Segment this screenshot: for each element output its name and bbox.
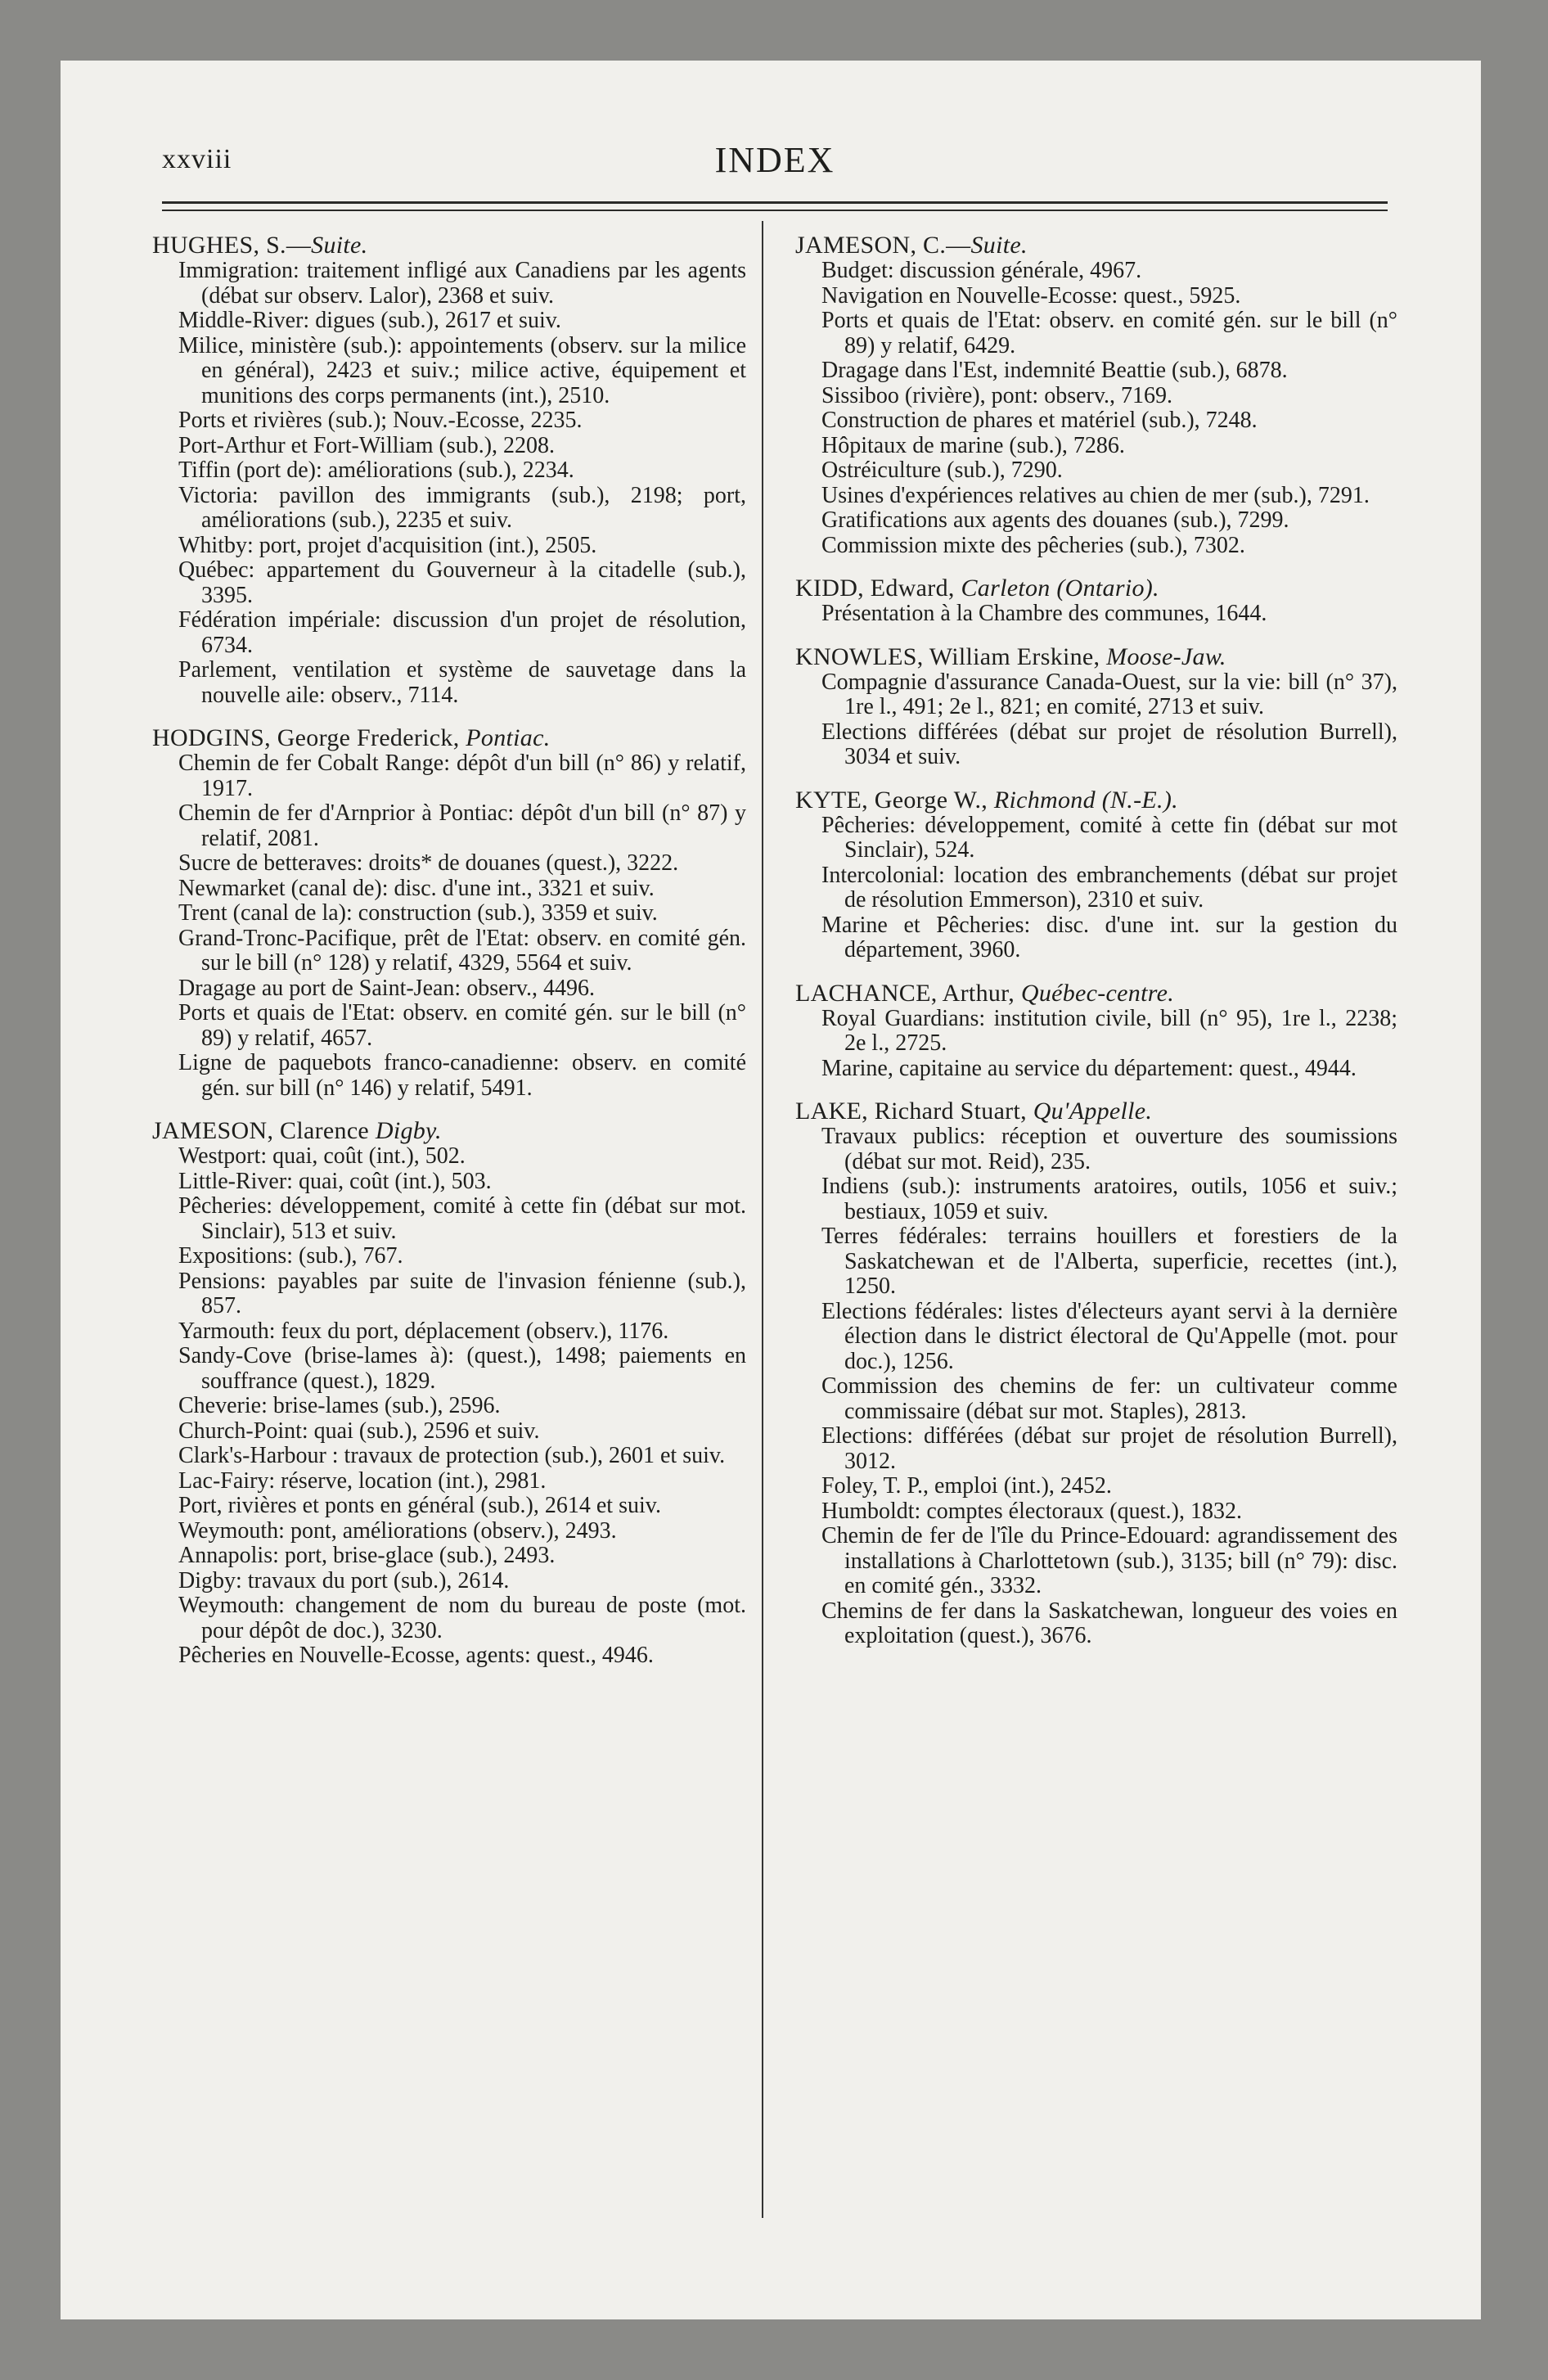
subject-reference: Ports et rivières (sub.); Nouv.-Ecosse, 2235. <box>178 408 583 433</box>
subject-reference: Gratifications aux agents des douanes (sub.), 7299. <box>821 507 1289 533</box>
subject-reference: Budget: discussion générale, 4967. <box>821 258 1142 283</box>
index-entry <box>795 644 1397 770</box>
subject-reference: Ostréiculture (sub.), 7290. <box>821 458 1063 483</box>
riding-or-continuation: Richmond (N.-E.). <box>993 786 1178 814</box>
index-entry <box>795 575 1397 627</box>
entry-heading <box>795 232 1397 259</box>
page-number: xxviii <box>162 144 232 174</box>
index-entry <box>152 232 746 708</box>
member-name: JAMESON, C.— <box>795 232 971 259</box>
subject-reference: Québec: appartement du Gouverneur à la citadelle (sub.), 3395. <box>178 557 746 608</box>
subject-reference: Dragage dans l'Est, indemnité Beattie (sub.), 6878. <box>821 358 1288 383</box>
subject-reference: Sucre de betteraves: droits* de douanes (quest.), 3222. <box>178 850 679 876</box>
entry-heading <box>152 1118 746 1144</box>
subject-reference: Royal Guardians: institution civile, bill (n° 95), 1re l., 2238; 2e l., 2725. <box>821 1005 1397 1056</box>
subject-reference: Annapolis: port, brise-glace (sub.), 2493. <box>178 1543 556 1568</box>
subject-reference: Terres fédérales: terrains houillers et forestiers de la Saskatchewan et de l'Alberta, superficie, recettes (int.), 1250. <box>821 1224 1397 1299</box>
subject-reference: Hôpitaux de marine (sub.), 7286. <box>821 432 1125 458</box>
member-name: LAKE, Richard Stuart, <box>795 1098 1033 1125</box>
index-entry <box>795 980 1397 1082</box>
subject-reference: Elections: différées (débat sur projet de résolution Burrell), 3012. <box>821 1423 1397 1474</box>
index-entry <box>152 1118 746 1669</box>
subject-reference: Humboldt: comptes électoraux (quest.), 1832. <box>821 1498 1242 1524</box>
subject-reference: Lac-Fairy: réserve, location (int.), 2981. <box>178 1467 547 1494</box>
riding-or-continuation: Suite. <box>311 232 368 259</box>
subject-reference: Ligne de paquebots franco-canadienne: observ. en comité gén. sur bill (n° 146) y relatif, 5491. <box>178 1050 746 1101</box>
subject-reference: Port-Arthur et Fort-William (sub.), 2208. <box>178 432 556 458</box>
header-rule <box>162 201 1388 204</box>
subject-reference: Pêcheries: développement, comité à cette fin (débat sur mot. Sinclair), 513 et suiv. <box>178 1193 746 1244</box>
running-head <box>162 139 1388 180</box>
subject-reference: Grand-Tronc-Pacifique, prêt de l'Etat: observ. en comité gén. sur le bill (n° 128) y relatif, 4329, 5564 et suiv. <box>178 925 746 976</box>
subject-reference: Pêcheries: développement, comité à cette fin (débat sur mot Sinclair), 524. <box>821 812 1397 863</box>
subject-reference: Usines d'expériences relatives au chien de mer (sub.), 7291. <box>821 482 1370 508</box>
subject-reference: Commission mixte des pêcheries (sub.), 7302. <box>821 532 1245 558</box>
index-entry <box>152 725 746 1101</box>
entry-heading <box>152 232 746 259</box>
entry-heading <box>795 787 1397 814</box>
entry-heading <box>795 575 1397 602</box>
member-name: HODGINS, George Frederick, <box>152 724 466 751</box>
riding-or-continuation: Moose-Jaw. <box>1106 642 1226 670</box>
subject-reference: Navigation en Nouvelle-Ecosse: quest., 5925. <box>821 282 1241 309</box>
subject-reference: Milice, ministère (sub.): appointements (observ. sur la milice en général), 2423 et suiv.; milice active, équipement et munitions des corps permanents (int.), 2510. <box>178 332 746 408</box>
member-name: JAMESON, Clarence <box>152 1117 376 1144</box>
subject-reference: Sissiboo (rivière), pont: observ., 7169. <box>821 382 1173 408</box>
subject-reference: Pêcheries en Nouvelle-Ecosse, agents: quest., 4946. <box>178 1643 654 1668</box>
subject-reference: Indiens (sub.): instruments aratoires, outils, 1056 et suiv.; bestiaux, 1059 et suiv. <box>821 1174 1397 1224</box>
index-column-right <box>795 232 1397 1666</box>
subject-reference: Ports et quais de l'Etat: observ. en comité gén. sur le bill (n° 89) y relatif, 6429. <box>821 308 1397 358</box>
subject-reference: Ports et quais de l'Etat: observ. en comité gén. sur le bill (n° 89) y relatif, 4657. <box>178 1000 746 1051</box>
index-column-left <box>152 232 746 1686</box>
page-sheet <box>61 61 1481 2319</box>
subject-reference: Intercolonial: location des embranchements (débat sur projet de résolution Emmerson), 2310 et suiv. <box>821 862 1397 913</box>
riding-or-continuation: Qu'Appelle. <box>1033 1098 1153 1125</box>
riding-or-continuation: Suite. <box>970 232 1028 259</box>
riding-or-continuation: Québec-centre. <box>1020 979 1175 1007</box>
subject-reference: Expositions: (sub.), 767. <box>178 1243 403 1269</box>
index-entry <box>795 232 1397 558</box>
member-name: KIDD, Edward, <box>795 575 961 602</box>
subject-reference: Yarmouth: feux du port, déplacement (observ.), 1176. <box>178 1318 669 1344</box>
header-rule-thin <box>162 210 1388 211</box>
page-title: INDEX <box>714 140 835 180</box>
entry-heading <box>795 980 1397 1007</box>
subject-reference: Weymouth: changement de nom du bureau de poste (mot. pour dépôt de doc.), 3230. <box>178 1593 746 1643</box>
subject-reference: Parlement, ventilation et système de sauvetage dans la nouvelle aile: observ., 7114. <box>178 657 746 708</box>
subject-reference: Clark's-Harbour : travaux de protection (sub.), 2601 et suiv. <box>178 1443 726 1468</box>
subject-reference: Middle-River: digues (sub.), 2617 et suiv. <box>178 308 561 333</box>
entry-heading <box>795 644 1397 670</box>
subject-reference: Trent (canal de la): construction (sub.), 3359 et suiv. <box>178 900 658 926</box>
entry-heading <box>795 1098 1397 1125</box>
subject-reference: Construction de phares et matériel (sub.), 7248. <box>821 408 1258 433</box>
subject-reference: Westport: quai, coût (int.), 502. <box>178 1143 466 1169</box>
member-name: KYTE, George W., <box>795 786 994 814</box>
subject-reference: Compagnie d'assurance Canada-Ouest, sur la vie: bill (n° 37), 1re l., 491; 2e l., 821; en comité, 2713 et suiv. <box>821 669 1397 719</box>
subject-reference: Elections différées (débat sur projet de résolution Burrell), 3034 et suiv. <box>821 719 1397 769</box>
subject-reference: Pensions: payables par suite de l'invasion fénienne (sub.), 857. <box>178 1268 746 1318</box>
subject-reference: Chemins de fer dans la Saskatchewan, longueur des voies en exploitation (quest.), 3676. <box>821 1598 1397 1648</box>
subject-reference: Immigration: traitement infligé aux Canadiens par les agents (débat sur observ. Lalor), 2368 et suiv. <box>178 258 746 309</box>
subject-reference: Tiffin (port de): améliorations (sub.), 2234. <box>178 458 574 483</box>
entry-heading <box>152 725 746 751</box>
subject-reference: Foley, T. P., emploi (int.), 2452. <box>821 1473 1112 1499</box>
column-divider <box>762 221 763 2218</box>
subject-reference: Victoria: pavillon des immigrants (sub.), 2198; port, améliorations (sub.), 2235 et suiv. <box>178 482 746 533</box>
subject-reference: Sandy-Cove (brise-lames à): (quest.), 1498; paiements en souffrance (quest.), 1829. <box>178 1343 746 1394</box>
subject-reference: Travaux publics: réception et ouverture des soumissions (débat sur mot. Reid), 235. <box>821 1124 1397 1174</box>
subject-reference: Fédération impériale: discussion d'un projet de résolution, 6734. <box>178 607 746 658</box>
subject-reference: Chemin de fer d'Arnprior à Pontiac: dépôt d'un bill (n° 87) y relatif, 2081. <box>178 800 746 851</box>
subject-reference: Chemin de fer Cobalt Range: dépôt d'un bill (n° 86) y relatif, 1917. <box>178 751 746 801</box>
subject-reference: Présentation à la Chambre des communes, 1644. <box>821 601 1267 626</box>
subject-reference: Weymouth: pont, améliorations (observ.), 2493. <box>178 1517 617 1544</box>
subject-reference: Chemin de fer de l'île du Prince-Edouard: agrandissement des installations à Charlottetown (sub.), 3135; bill (n° 79): disc. en comité gén., 3332. <box>821 1523 1397 1598</box>
riding-or-continuation: Pontiac. <box>466 724 551 751</box>
subject-reference: Dragage au port de Saint-Jean: observ., 4496. <box>178 975 596 1001</box>
riding-or-continuation: Carleton (Ontario). <box>961 575 1159 602</box>
subject-reference: Cheverie: brise-lames (sub.), 2596. <box>178 1393 501 1418</box>
index-entry <box>795 787 1397 963</box>
subject-reference: Marine et Pêcheries: disc. d'une int. sur la gestion du département, 3960. <box>821 912 1397 962</box>
riding-or-continuation: Digby. <box>375 1117 442 1144</box>
subject-reference: Church-Point: quai (sub.), 2596 et suiv. <box>178 1418 540 1444</box>
subject-reference: Newmarket (canal de): disc. d'une int., 3321 et suiv. <box>178 875 655 901</box>
member-name: HUGHES, S.— <box>152 232 312 259</box>
member-name: LACHANCE, Arthur, <box>795 979 1021 1007</box>
subject-reference: Whitby: port, projet d'acquisition (int.), 2505. <box>178 532 597 558</box>
subject-reference: Port, rivières et ponts en général (sub.), 2614 et suiv. <box>178 1493 661 1518</box>
index-entry <box>795 1098 1397 1649</box>
subject-reference: Marine, capitaine au service du département: quest., 4944. <box>821 1055 1357 1081</box>
subject-reference: Little-River: quai, coût (int.), 503. <box>178 1168 492 1194</box>
subject-reference: Elections fédérales: listes d'électeurs ayant servi à la dernière élection dans le district électoral de Qu'Appelle (mot. pour doc.), 1256. <box>821 1298 1397 1374</box>
subject-reference: Commission des chemins de fer: un cultivateur comme commissaire (débat sur mot. Staples), 2813. <box>821 1373 1397 1424</box>
subject-reference: Digby: travaux du port (sub.), 2614. <box>178 1567 510 1593</box>
member-name: KNOWLES, William Erskine, <box>795 642 1107 670</box>
